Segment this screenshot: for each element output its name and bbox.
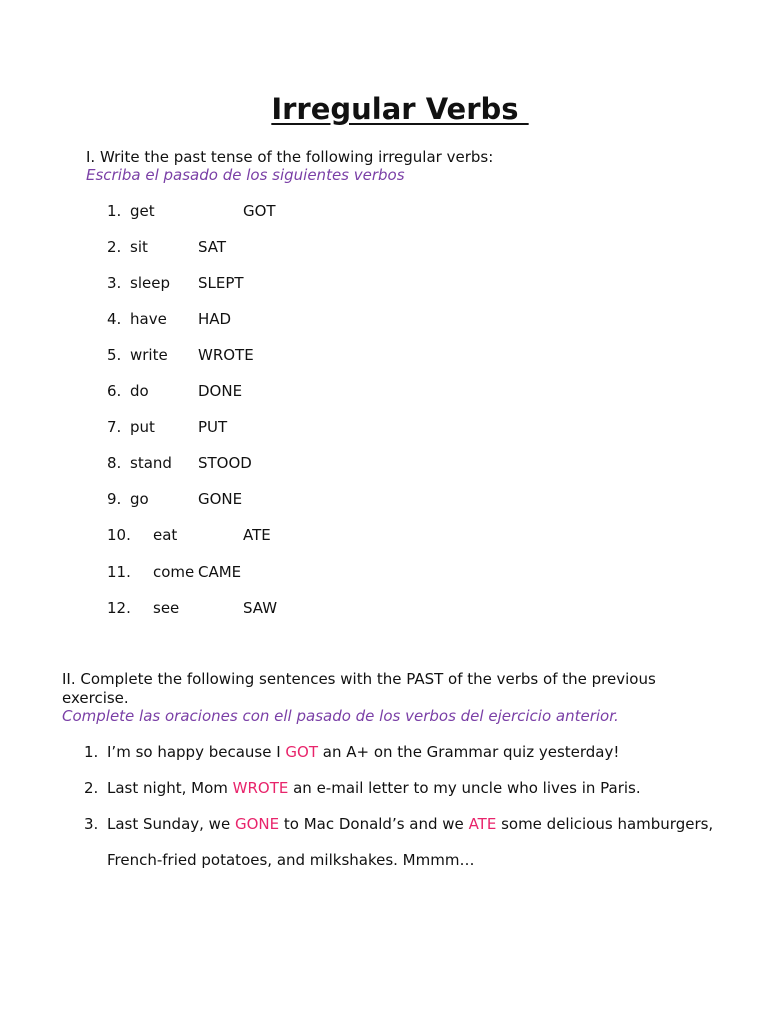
verb-item-answer: PUT <box>198 418 228 436</box>
verb-item-answer: DONE <box>198 382 243 400</box>
sentence-number: 1. <box>84 743 99 761</box>
verb-item-number: 1. <box>107 202 122 220</box>
section2-heading: II. Complete the following sentences with the PAST of the verbs of the previous <box>62 670 656 688</box>
answer-highlight: GONE <box>234 815 280 833</box>
section2-translation: Complete las oraciones con ell pasado de los verbos del ejercicio anterior. <box>62 707 619 725</box>
verb-item-answer: STOOD <box>198 454 252 472</box>
verb-item-verb: put <box>130 418 155 436</box>
sentence-fragment: an e-mail letter to my uncle who lives in Paris. <box>288 779 641 797</box>
verb-item-number: 4. <box>107 310 122 328</box>
sentence-text <box>107 815 713 833</box>
verb-item-answer: WROTE <box>198 346 254 364</box>
verb-item-verb: eat <box>153 526 178 544</box>
sentence-fragment: some delicious hamburgers, <box>496 815 714 833</box>
section1-translation: Escriba el pasado de los siguientes verbos <box>86 166 405 184</box>
verb-item-verb: write <box>130 346 168 364</box>
sentence-text <box>107 743 619 761</box>
sentence-number: 2. <box>84 779 99 797</box>
answer-highlight: GOT <box>285 743 319 761</box>
verb-item-verb: sleep <box>130 274 170 292</box>
verb-item-verb: have <box>130 310 167 328</box>
verb-item-answer: GOT <box>243 202 276 220</box>
verb-item-answer: SAW <box>243 599 278 617</box>
answer-highlight: ATE <box>468 815 497 833</box>
sentence-continuation: French-fried potatoes, and milkshakes. Mmmm… <box>107 851 475 869</box>
verb-item-number: 5. <box>107 346 122 364</box>
verb-item-answer: ATE <box>243 526 271 544</box>
sentence-fragment: Last Sunday, we <box>107 815 235 833</box>
verb-item-answer: CAME <box>198 563 242 581</box>
verb-item-verb: sit <box>130 238 148 256</box>
verb-item-verb: see <box>153 599 180 617</box>
sentence-text <box>107 779 641 797</box>
verb-item-number: 11. <box>107 563 131 581</box>
sentence-fragment: to Mac Donald’s and we <box>279 815 469 833</box>
sentence-fragment: I’m so happy because I <box>107 743 286 761</box>
verb-item-answer: GONE <box>198 490 243 508</box>
sentence-fragment: an A+ on the Grammar quiz yesterday! <box>318 743 620 761</box>
verb-item-verb: come <box>153 563 195 581</box>
verb-item-verb: get <box>130 202 155 220</box>
verb-item-verb: go <box>130 490 149 508</box>
page-title: Irregular Verbs <box>271 92 529 126</box>
verb-item-number: 6. <box>107 382 122 400</box>
verb-item-answer: SAT <box>198 238 227 256</box>
verb-item-number: 8. <box>107 454 122 472</box>
verb-item-number: 3. <box>107 274 122 292</box>
verb-item-verb: stand <box>130 454 172 472</box>
sentence-number: 3. <box>84 815 99 833</box>
section1-heading: I. Write the past tense of the following irregular verbs: <box>86 148 494 166</box>
verb-item-number: 12. <box>107 599 131 617</box>
sentence-fragment: Last night, Mom <box>107 779 233 797</box>
verb-item-answer: HAD <box>198 310 232 328</box>
verb-item-verb: do <box>130 382 149 400</box>
verb-item-number: 9. <box>107 490 122 508</box>
verb-item-number: 2. <box>107 238 122 256</box>
verb-item-number: 10. <box>107 526 131 544</box>
verb-item-number: 7. <box>107 418 122 436</box>
section2-heading-line2: exercise. <box>62 689 129 707</box>
verb-item-answer: SLEPT <box>198 274 244 292</box>
answer-highlight: WROTE <box>232 779 289 797</box>
